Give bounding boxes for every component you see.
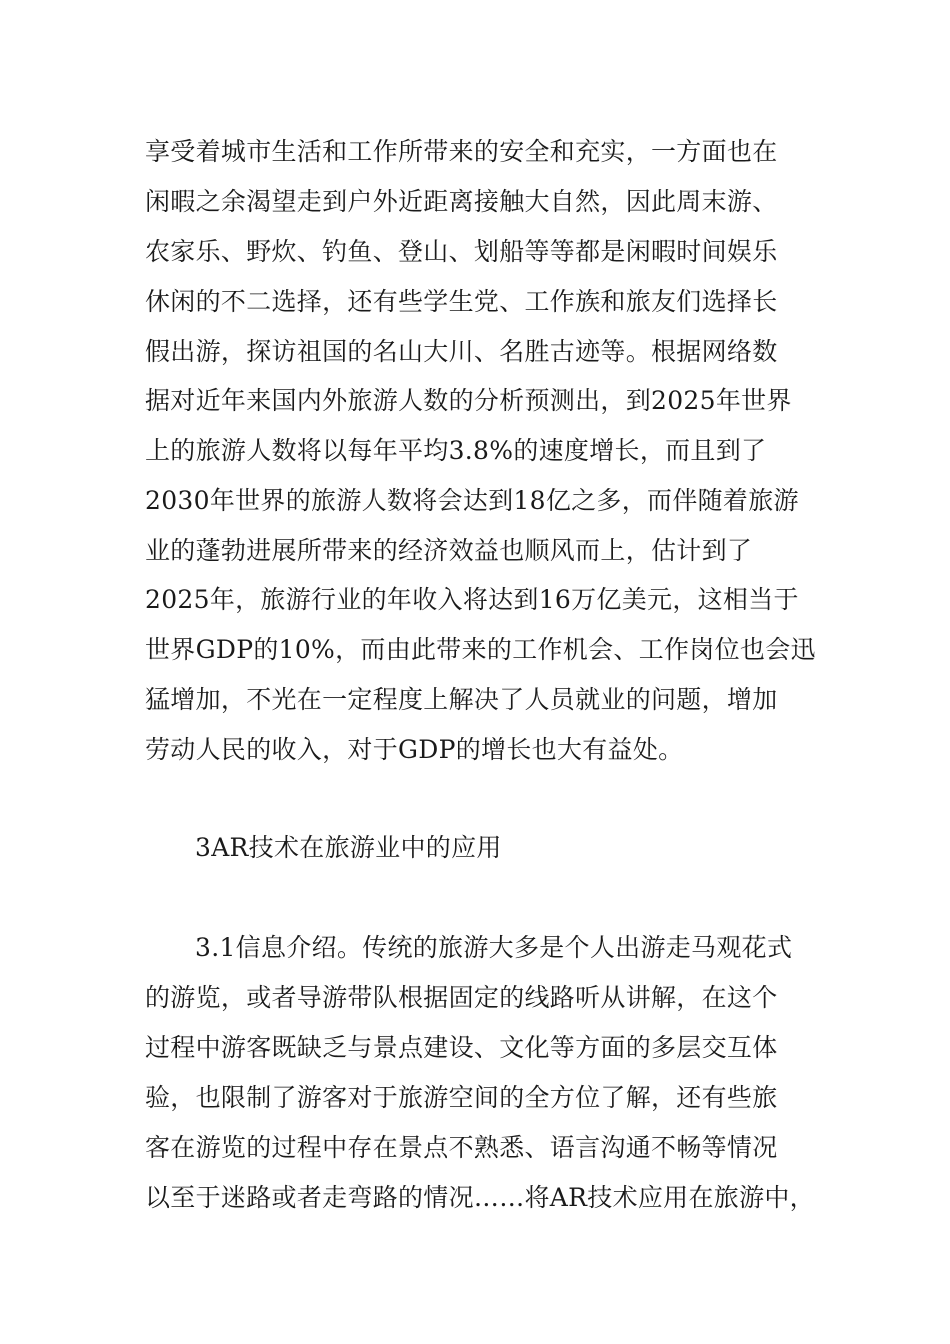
paragraph-1-line: 闲暇之余渴望走到户外近距离接触大自然，因此周末游、	[145, 187, 778, 216]
paragraph-1-line: 猛增加，不光在一定程度上解决了人员就业的问题，增加	[145, 685, 778, 714]
paragraph-1-line: 假出游，探访祖国的名山大川、名胜古迹等。根据网络数	[145, 337, 778, 366]
paragraph-1-line: 休闲的不二选择，还有些学生党、工作族和旅友们选择长	[145, 287, 778, 316]
section-heading: 3AR技术在旅游业中的应用	[195, 833, 502, 862]
paragraph-1-line: 2030年世界的旅游人数将会达到18亿之多，而伴随着旅游	[145, 486, 799, 515]
paragraph-1-line: 农家乐、野炊、钓鱼、登山、划船等等都是闲暇时间娱乐	[145, 237, 778, 266]
paragraph-1-line: 世界GDP的10%，而由此带来的工作机会、工作岗位也会迅	[145, 635, 816, 664]
paragraph-1-line: 享受着城市生活和工作所带来的安全和充实，一方面也在	[145, 137, 778, 166]
paragraph-2-line: 的游览，或者导游带队根据固定的线路听从讲解，在这个	[145, 983, 778, 1012]
paragraph-2-line: 验，也限制了游客对于旅游空间的全方位了解，还有些旅	[145, 1083, 778, 1112]
paragraph-1-line: 业的蓬勃进展所带来的经济效益也顺风而上，估计到了	[145, 536, 753, 565]
paragraph-2-line: 客在游览的过程中存在景点不熟悉、语言沟通不畅等情况	[145, 1133, 778, 1162]
paragraph-2-line: 3.1信息介绍。传统的旅游大多是个人出游走马观花式	[195, 933, 793, 962]
paragraph-1-line: 据对近年来国内外旅游人数的分析预测出，到2025年世界	[145, 386, 792, 415]
paragraph-2-line: 以至于迷路或者走弯路的情况……将AR技术应用在旅游中，	[145, 1183, 815, 1212]
paragraph-1-line: 2025年，旅游行业的年收入将达到16万亿美元，这相当于	[145, 585, 799, 614]
paragraph-2-line: 过程中游客既缺乏与景点建设、文化等方面的多层交互体	[145, 1033, 778, 1062]
paragraph-1-line: 上的旅游人数将以每年平均3.8%的速度增长，而且到了	[145, 436, 767, 465]
paragraph-1-line: 劳动人民的收入，对于GDP的增长也大有益处。	[145, 735, 684, 764]
